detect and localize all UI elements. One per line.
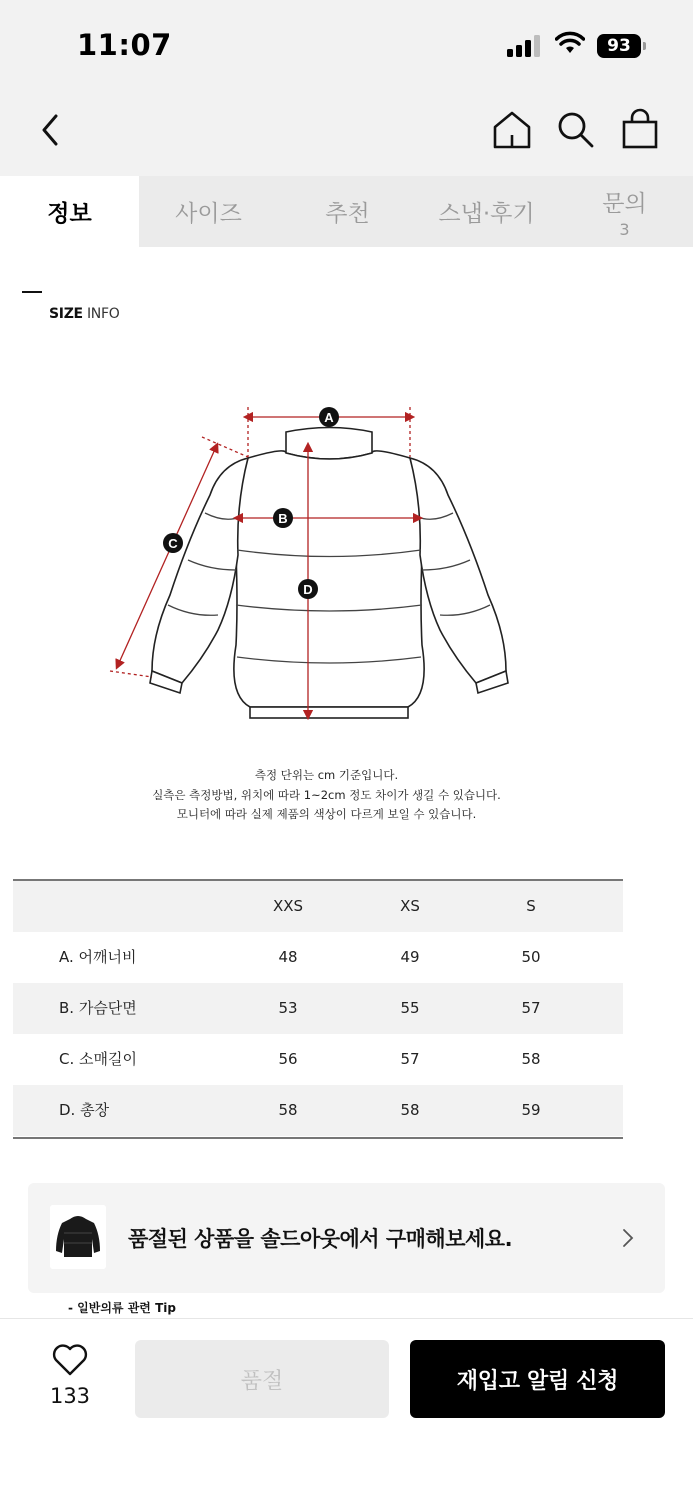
table-cell: 50	[521, 948, 541, 966]
clothing-tip-link[interactable]: - 일반의류 관련 Tip	[68, 1301, 176, 1315]
wifi-icon	[555, 31, 585, 57]
table-header-row	[13, 881, 623, 932]
table-cell: 49	[400, 948, 420, 966]
product-thumbnail	[50, 1205, 106, 1269]
size-note-unit: 측정 단위는 cm 기준입니다.	[254, 768, 399, 782]
chevron-right-icon	[620, 1227, 636, 1249]
table-cell: 59	[521, 1101, 541, 1119]
heart-icon[interactable]	[52, 1344, 88, 1376]
diagram-label-c: C	[168, 536, 178, 551]
table-cell: 56	[278, 1050, 298, 1068]
soldout-button-label: 품절	[240, 1368, 284, 1394]
table-cell: 55	[400, 999, 420, 1017]
restock-alert-button[interactable]	[410, 1340, 665, 1418]
tab-inquiry-count: 3	[619, 219, 630, 239]
table-row	[13, 1034, 623, 1085]
col-header-s: S	[526, 897, 536, 915]
row-label: D. 총장	[59, 1101, 110, 1119]
table-cell: 58	[278, 1101, 298, 1119]
battery-icon	[597, 34, 647, 58]
tab-info-label: 정보	[47, 201, 92, 227]
search-icon[interactable]	[556, 110, 596, 150]
top-area	[0, 0, 693, 176]
soldout-banner-text: 품절된 상품을 솔드아웃에서 구매해보세요.	[128, 1227, 513, 1251]
cellular-signal-icon	[507, 34, 543, 58]
row-label: C. 소매길이	[59, 1050, 137, 1068]
table-row	[13, 1085, 623, 1136]
tab-inquiry-label: 문의	[602, 190, 647, 217]
row-label: A. 어깨너비	[59, 948, 137, 966]
diagram-label-b: B	[278, 511, 288, 526]
size-notes	[0, 766, 653, 825]
table-row	[13, 932, 623, 983]
col-header-xs: XS	[400, 897, 420, 915]
row-label: B. 가슴단면	[59, 999, 137, 1017]
tab-snap-review[interactable]	[417, 176, 556, 247]
status-time: 11:07	[77, 28, 172, 62]
size-info-title	[49, 306, 119, 322]
size-info-title-light: INFO	[86, 306, 120, 322]
shopping-bag-icon[interactable]	[620, 108, 660, 150]
table-cell: 57	[521, 999, 541, 1017]
table-cell: 53	[278, 999, 298, 1017]
size-note-monitor: 모니터에 따라 실제 제품의 색상이 다르게 보일 수 있습니다.	[176, 807, 477, 821]
back-button[interactable]	[36, 110, 66, 150]
tab-size-label: 사이즈	[175, 201, 242, 227]
soldout-button[interactable]	[135, 1340, 389, 1418]
table-row	[13, 983, 623, 1034]
product-tabs	[0, 176, 693, 247]
table-cell: 58	[400, 1101, 420, 1119]
soldout-banner[interactable]	[28, 1183, 665, 1293]
restock-alert-button-label: 재입고 알림 신청	[456, 1368, 619, 1394]
section-dash	[22, 291, 42, 293]
table-cell: 57	[400, 1050, 420, 1068]
home-icon[interactable]	[492, 110, 532, 150]
col-header-xxs: XXS	[272, 897, 304, 915]
tab-recommend-label: 추천	[325, 201, 370, 227]
table-cell: 58	[521, 1050, 541, 1068]
size-note-variance: 실측은 측정방법, 위치에 따라 1~2cm 정도 차이가 생길 수 있습니다.	[152, 787, 501, 802]
table-top-border	[13, 879, 623, 881]
tab-snap-review-label: 스냅·후기	[438, 201, 535, 227]
diagram-label-a: A	[324, 410, 334, 425]
tab-size[interactable]	[139, 176, 278, 247]
table-cell: 48	[278, 948, 298, 966]
battery-level: 93	[597, 34, 641, 58]
tab-inquiry[interactable]	[556, 176, 693, 247]
diagram-label-d: D	[303, 582, 313, 597]
tab-info[interactable]	[0, 176, 139, 247]
jacket-size-diagram	[100, 395, 520, 730]
size-info-title-bold: SIZE	[49, 306, 83, 322]
like-count: 133	[49, 1384, 91, 1408]
tab-recommend[interactable]	[278, 176, 417, 247]
table-bottom-border	[13, 1137, 623, 1139]
